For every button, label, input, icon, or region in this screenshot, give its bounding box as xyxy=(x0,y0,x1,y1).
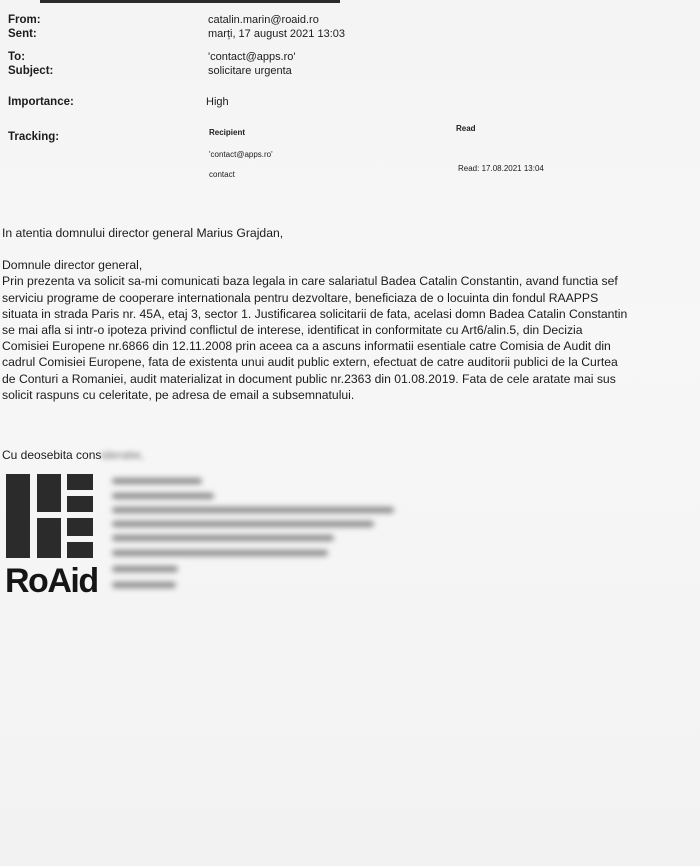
redacted-line xyxy=(112,535,334,541)
salutation: In atentia domnului director general Marius Grajdan, xyxy=(2,226,284,240)
body-line: solicit raspuns cu celeritate, pe adresa de email a subsemnatului. xyxy=(2,387,355,402)
from-label: From: xyxy=(8,14,41,26)
tracking-read-2: Read: 17.08.2021 13:04 xyxy=(458,164,544,173)
subject-label: Subject: xyxy=(8,65,54,77)
sent-label: Sent: xyxy=(8,28,37,40)
body-line: se mai afla si intr-o ipoteza privind conflictul de interese, identificat in conformitate cu Art6/alin.5, din Decizia xyxy=(2,323,583,338)
to-value: 'contact@apps.ro' xyxy=(208,51,296,63)
sent-value: marți, 17 august 2021 13:03 xyxy=(208,28,345,40)
redacted-line xyxy=(112,550,328,556)
logo-block xyxy=(37,474,61,512)
tracking-recipient-2: contact xyxy=(209,170,235,179)
to-label: To: xyxy=(8,51,26,63)
body-line: cadrul Comisiei Europene, fata de existenta unui audit public extern, efectuat de catre auditorii publici de la Curtea xyxy=(2,355,618,370)
redacted-line xyxy=(112,493,214,499)
letter-body xyxy=(2,225,700,403)
subject-value: solicitare urgenta xyxy=(208,65,292,77)
redacted-line xyxy=(112,521,374,527)
body-line: situata in strada Paris nr. 45A, etaj 3, sector 1. Justificarea solicitarii de fata, acelasi domn Badea Catalin Constantin xyxy=(2,306,628,321)
tracking-recipient-1: 'contact@apps.ro' xyxy=(209,150,273,159)
logo-block xyxy=(67,496,93,512)
logo-block xyxy=(67,542,93,558)
page-edge-mark xyxy=(40,0,340,3)
redacted-line xyxy=(112,507,394,513)
body-line: Comisiei Europene nr.6866 din 12.11.2008 prin aceea ca a ascuns informatii esentiale catre Comisia de Audit din xyxy=(2,339,611,354)
tracking-label: Tracking: xyxy=(8,131,60,143)
logo-block xyxy=(67,518,93,536)
logo-block xyxy=(37,518,61,558)
tracking-recipient-header: Recipient xyxy=(209,128,246,137)
tracking-read-header: Read xyxy=(456,124,476,133)
logo-block xyxy=(6,474,30,558)
body-line: serviciu programe de cooperare internationala pentru dezvoltare, beneficiaza de o locuinta din fondul RAAPPS xyxy=(2,290,599,305)
redacted-line xyxy=(112,582,176,588)
logo-block xyxy=(67,474,93,490)
redacted-line xyxy=(112,566,178,572)
closing xyxy=(2,448,144,462)
from-value: catalin.marin@roaid.ro xyxy=(208,14,319,26)
redacted-line xyxy=(112,478,202,484)
logo-brand-text: RoAid xyxy=(5,562,98,600)
importance-label: Importance: xyxy=(8,96,74,108)
closing-text: Cu deosebita cons xyxy=(2,448,102,462)
greeting: Domnule director general, xyxy=(2,258,143,273)
body-line: Prin prezenta va solicit sa-mi comunicati baza legala in care salariatul Badea Catalin Constantin, avand functia sef xyxy=(2,274,618,289)
body-line: de Conturi a Romaniei, audit materializat in document public nr.2363 din 01.08.2019. Fata de cele aratate mai sus xyxy=(2,371,616,386)
closing-blurred: ideratie, xyxy=(101,448,145,462)
importance-value: High xyxy=(206,96,229,108)
